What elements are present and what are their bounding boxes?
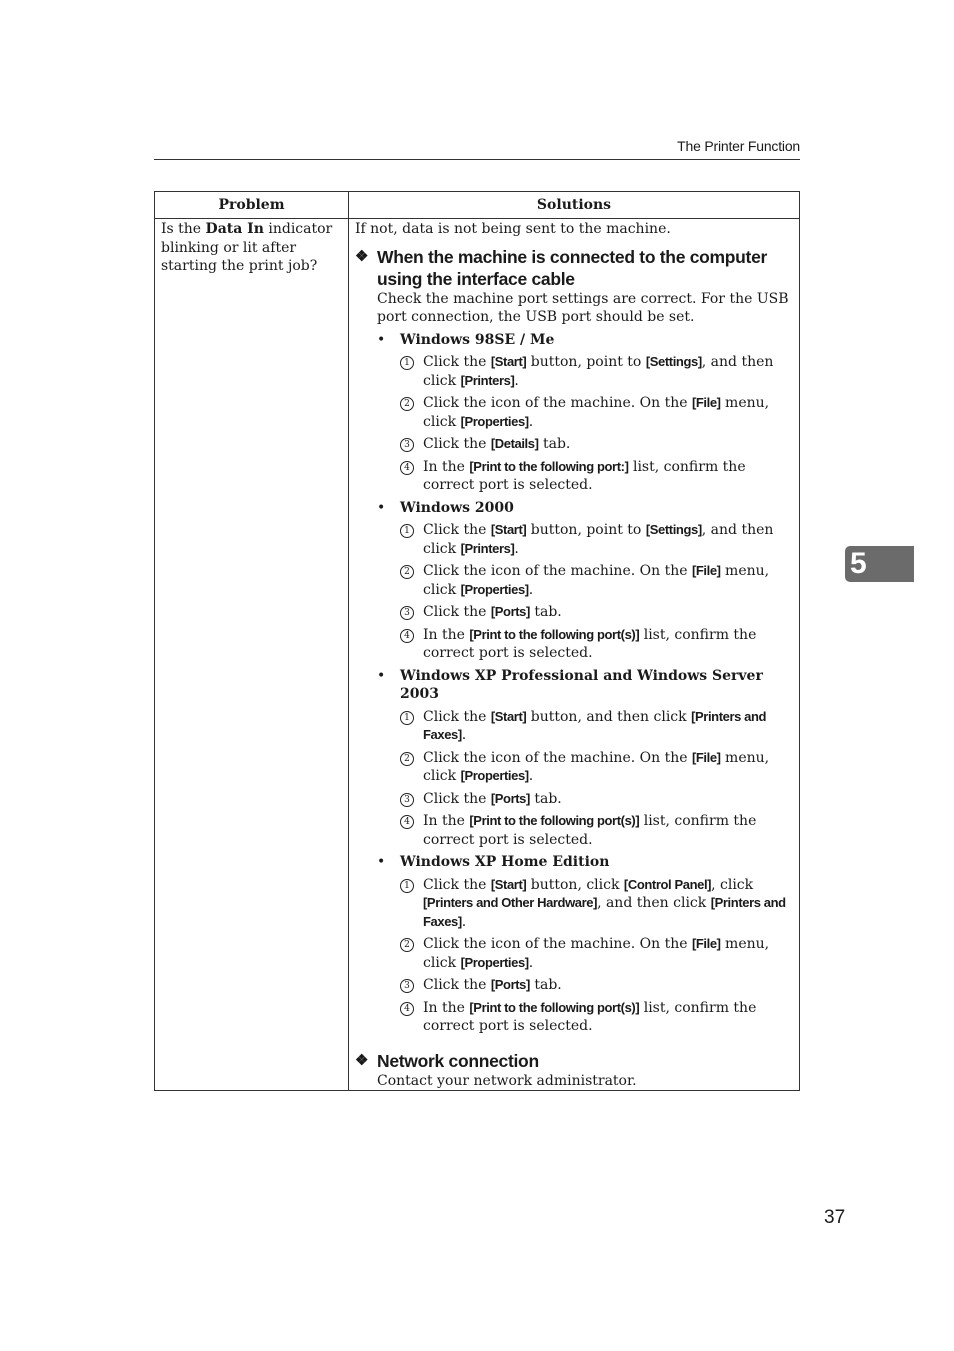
step-item <box>400 876 793 932</box>
step-item <box>400 976 793 995</box>
step-text-fragment: . <box>528 581 534 598</box>
step-text <box>423 562 793 599</box>
troubleshooting-table <box>154 191 800 1091</box>
os-bullet-item <box>377 499 793 518</box>
step-text-fragment: Click the <box>423 876 491 893</box>
step-number-icon: 4 <box>400 815 414 829</box>
bullet-icon: • <box>377 499 386 516</box>
ui-element-label: [Print to the following port(s)] <box>469 626 640 642</box>
step-number-icon: 1 <box>400 879 414 893</box>
step-number-icon: 2 <box>400 565 414 579</box>
step-item <box>400 999 793 1036</box>
os-name: Windows XP Home Edition <box>400 854 610 870</box>
step-text-fragment: list, confirm the correct port is selected. <box>423 626 757 661</box>
chapter-tab <box>845 546 914 582</box>
ui-element-label: [Properties] <box>460 768 529 783</box>
step-text-fragment: . <box>461 727 467 743</box>
ui-element-label: [Printers and Faxes] <box>423 895 786 929</box>
ui-element-label: [Properties] <box>460 413 529 429</box>
solutions-cell <box>349 219 800 1091</box>
header-problem: Problem <box>155 192 349 219</box>
diamond-bullet-icon: ❖ <box>355 1051 369 1069</box>
os-bullet-item <box>377 853 793 872</box>
step-number-icon: 3 <box>400 606 414 620</box>
ui-element-label: [Start] <box>490 876 527 892</box>
step-text-fragment: . <box>528 768 534 784</box>
page-number: 37 <box>824 1207 846 1228</box>
ui-element-label: [Settings] <box>645 522 702 537</box>
step-text <box>423 876 793 932</box>
step-text-fragment: tab. <box>529 604 562 620</box>
step-text-fragment: , and then click <box>423 522 774 557</box>
step-text-fragment: button, point to <box>526 354 646 370</box>
os-name: Windows XP Professional and Windows Server 2003 <box>400 667 763 702</box>
step-item <box>400 626 793 663</box>
step-text <box>423 458 793 495</box>
step-text-fragment: list, confirm the correct port is selected. <box>423 813 757 848</box>
step-text <box>423 353 793 390</box>
step-text-fragment: Click the <box>423 708 491 725</box>
os-name: Windows 2000 <box>400 499 514 516</box>
step-text <box>423 976 562 995</box>
step-number-icon: 1 <box>400 711 414 725</box>
step-number-icon: 3 <box>400 438 414 452</box>
step-text-fragment: , click <box>711 876 754 893</box>
step-text-fragment: . <box>528 954 534 971</box>
interface-cable-body: Check the machine port settings are correct. For the USB port connection, the USB port should be set. <box>377 290 789 325</box>
step-text-fragment: . <box>461 913 467 930</box>
ui-element-label: [Ports] <box>490 977 530 992</box>
step-number-icon: 2 <box>400 752 414 766</box>
problem-cell: Is the Data In indicator blinking or lit after starting the print job? <box>155 219 349 1091</box>
ui-element-label: [File] <box>691 936 721 951</box>
ui-element-label: [Properties] <box>460 581 529 597</box>
step-text <box>423 749 793 786</box>
ui-element-label: [Details] <box>490 436 539 451</box>
ui-element-label: [Print to the following port(s)] <box>469 999 640 1015</box>
ui-element-label: [Print to the following port:] <box>469 458 629 474</box>
step-text-fragment: button, point to <box>526 522 646 538</box>
step-text-fragment: Click the <box>423 977 491 993</box>
os-group-list <box>377 331 793 1036</box>
step-text-fragment: In the <box>423 813 470 829</box>
step-number-icon: 2 <box>400 397 414 411</box>
step-text-fragment: button, click <box>526 876 624 893</box>
step-text-fragment: Click the <box>423 790 491 807</box>
ui-element-label: [Printers] <box>460 540 515 556</box>
step-text-fragment: Click the icon of the machine. On the <box>423 936 692 952</box>
step-item <box>400 353 793 390</box>
step-text-fragment: Click the icon of the machine. On the <box>423 395 692 411</box>
ui-element-label: [File] <box>691 563 721 578</box>
step-number-icon: 4 <box>400 629 414 643</box>
step-text-fragment: list, confirm the correct port is selected. <box>423 458 746 493</box>
step-item <box>400 790 793 809</box>
ui-element-label: [Print to the following port(s)] <box>469 813 640 828</box>
step-item <box>400 708 793 745</box>
step-text <box>423 708 793 745</box>
step-text <box>423 521 793 558</box>
step-text-fragment: Click the <box>423 522 491 538</box>
step-text <box>423 626 793 663</box>
step-text-fragment: menu, click <box>423 749 770 784</box>
os-bullet-item <box>377 667 793 704</box>
os-bullet-item <box>377 331 793 350</box>
step-text-fragment: Click the icon of the machine. On the <box>423 749 692 766</box>
network-connection-heading: ❖ Network connection <box>355 1050 539 1071</box>
interface-cable-heading: ❖ When the machine is connected to the computer using the interface cable <box>355 246 768 289</box>
step-text <box>423 999 793 1036</box>
ui-element-label: [File] <box>691 395 721 410</box>
table-row <box>155 219 800 1091</box>
step-item <box>400 458 793 495</box>
step-item <box>400 603 793 622</box>
step-text-fragment: In the <box>423 626 470 643</box>
bullet-icon: • <box>377 854 386 870</box>
diamond-bullet-icon: ❖ <box>355 247 369 265</box>
step-text-fragment: button, and then click <box>526 708 692 725</box>
step-number-icon: 4 <box>400 461 414 475</box>
network-connection-section <box>377 1072 793 1091</box>
step-text-fragment: . <box>514 372 519 389</box>
os-name: Windows 98SE / Me <box>400 331 555 348</box>
step-item <box>400 394 793 431</box>
table-header-row <box>155 192 800 219</box>
step-text-fragment: menu, click <box>423 936 770 971</box>
step-text-fragment: tab. <box>529 977 562 993</box>
step-text <box>423 790 562 809</box>
ui-element-label: [Ports] <box>490 790 530 806</box>
step-text-fragment: Click the <box>423 354 491 370</box>
step-item <box>400 562 793 599</box>
step-text-fragment: menu, click <box>423 563 770 598</box>
interface-cable-section <box>377 290 793 1036</box>
step-number-icon: 3 <box>400 979 414 993</box>
running-header: The Printer Function <box>677 138 800 154</box>
ui-element-label: [Properties] <box>460 954 529 970</box>
step-number-icon: 2 <box>400 938 414 952</box>
step-text-fragment: Click the <box>423 436 491 452</box>
step-number-icon: 1 <box>400 356 414 370</box>
ui-element-label: [Control Panel] <box>623 876 712 892</box>
step-item <box>400 749 793 786</box>
data-in-label: Data In <box>205 221 264 237</box>
ui-element-label: [Start] <box>490 354 527 369</box>
step-text-fragment: In the <box>423 458 470 475</box>
ui-element-label: [Printers and Faxes] <box>423 708 767 742</box>
step-text-fragment: tab. <box>529 790 562 807</box>
step-text-fragment: tab. <box>538 436 571 452</box>
step-text <box>423 812 793 849</box>
chapter-number: 5 <box>850 547 867 580</box>
ui-element-label: [File] <box>691 749 721 765</box>
ui-element-label: [Printers and Other Hardware] <box>423 895 598 910</box>
ui-element-label: [Settings] <box>645 354 702 369</box>
header-solutions: Solutions <box>349 192 800 219</box>
step-text-fragment: , and then click <box>423 354 774 389</box>
step-text-fragment: list, confirm the correct port is selected. <box>423 999 757 1034</box>
network-connection-body: Contact your network administrator. <box>377 1072 637 1089</box>
bullet-icon: • <box>377 331 386 348</box>
step-number-icon: 1 <box>400 524 414 538</box>
step-text-fragment: . <box>528 413 534 430</box>
ui-element-label: [Printers] <box>460 372 515 388</box>
step-text-fragment: Click the icon of the machine. On the <box>423 563 692 579</box>
header-rule <box>154 159 800 160</box>
step-text-fragment: menu, click <box>423 395 770 430</box>
step-number-icon: 4 <box>400 1002 414 1016</box>
step-number-icon: 3 <box>400 793 414 807</box>
step-text-fragment: . <box>514 540 519 557</box>
step-text <box>423 935 793 972</box>
step-item <box>400 935 793 972</box>
intro-text: If not, data is not being sent to the machine. <box>355 221 671 237</box>
ui-element-label: [Start] <box>490 708 527 724</box>
ui-element-label: [Ports] <box>490 604 530 619</box>
bullet-icon: • <box>377 667 386 684</box>
step-text-fragment: Click the <box>423 604 491 620</box>
step-text-fragment: , and then click <box>597 895 711 911</box>
step-text <box>423 603 562 622</box>
step-text <box>423 394 793 431</box>
ui-element-label: [Start] <box>490 522 527 537</box>
step-item <box>400 812 793 849</box>
step-text <box>423 435 570 454</box>
step-item <box>400 435 793 454</box>
step-item <box>400 521 793 558</box>
step-text-fragment: In the <box>423 999 470 1016</box>
